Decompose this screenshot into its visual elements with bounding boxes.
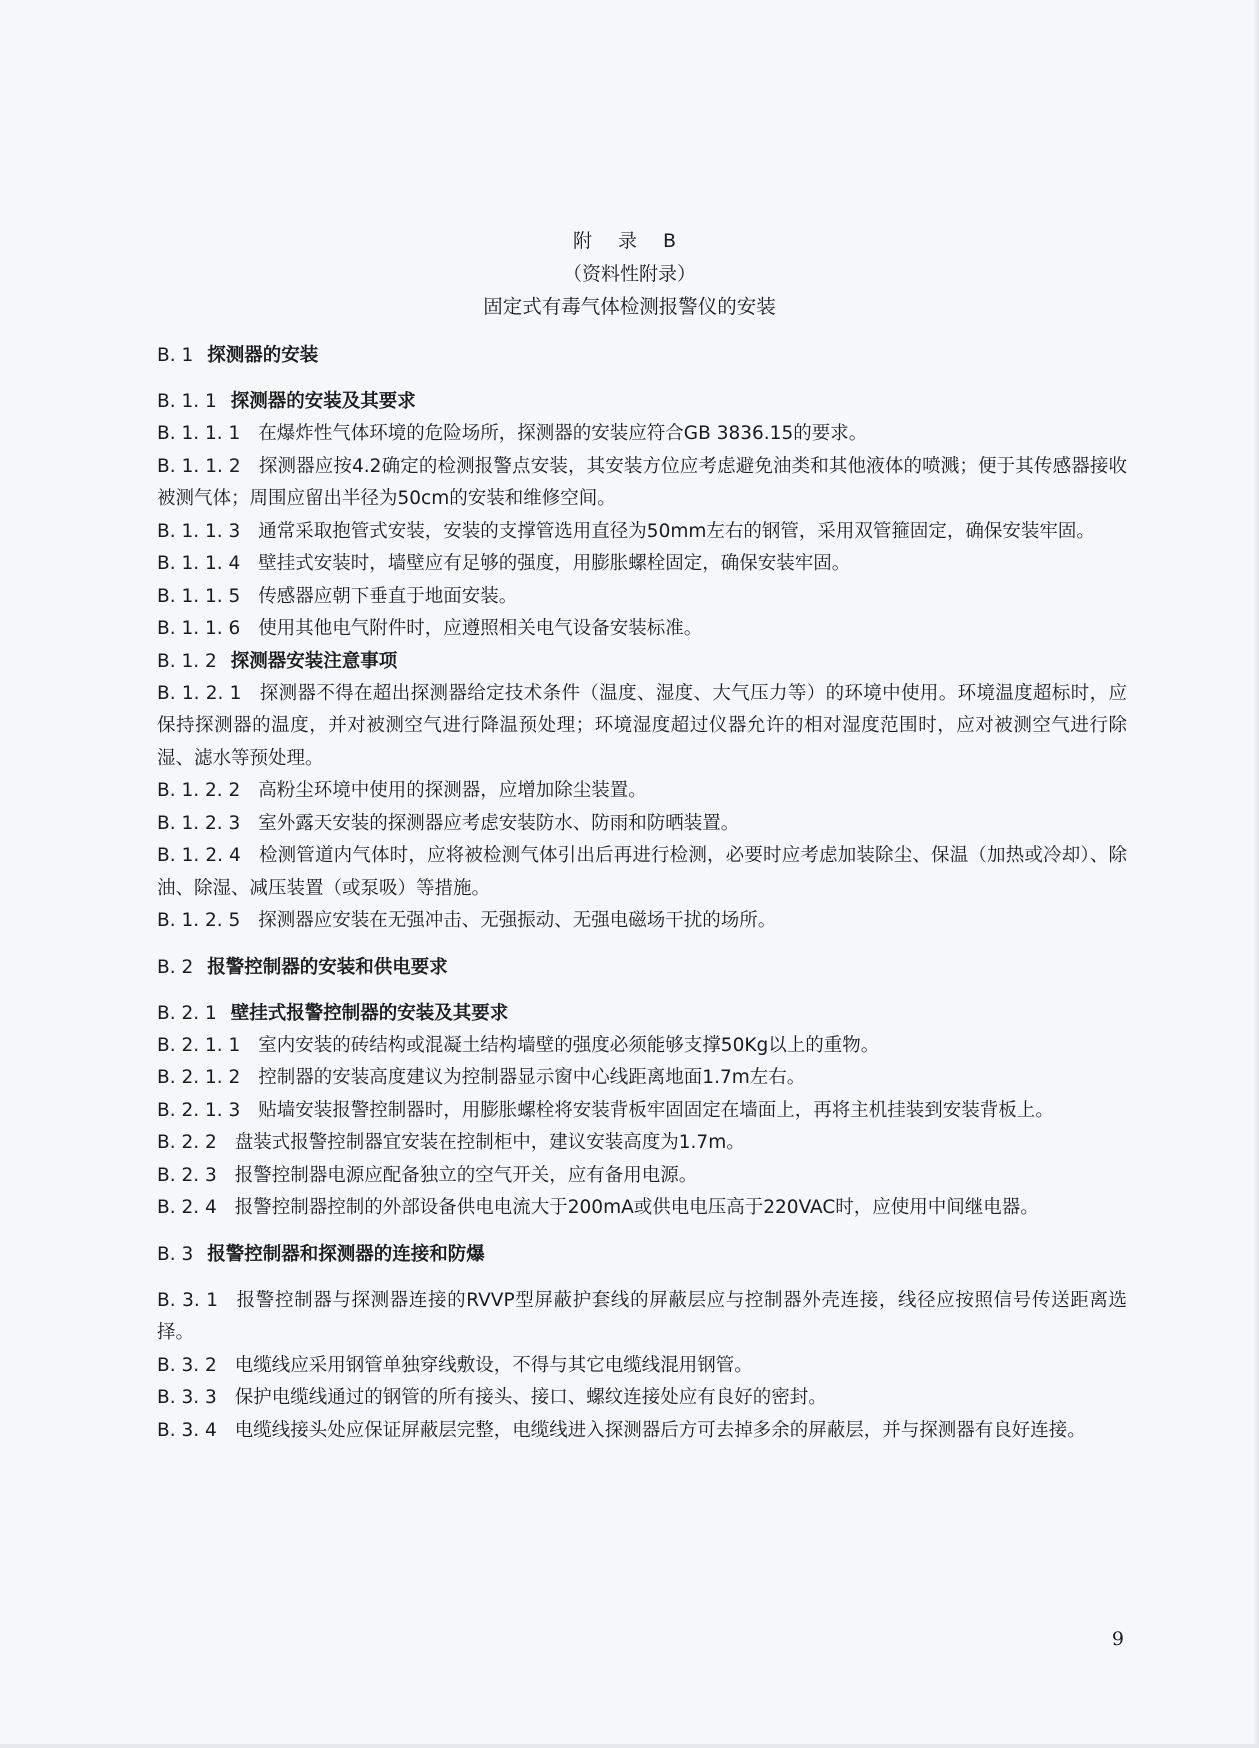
- clause: B. 1. 1. 3 通常采取抱管式安装，安装的支撑管选用直径为50mm左右的钢管，采用双管箍固定，确保安装牢固。: [157, 520, 1095, 542]
- clause: B. 2. 2 盘装式报警控制器宜安装在控制柜中，建议安装高度为1.7m。: [157, 1132, 745, 1153]
- clause: B. 2. 1. 2 控制器的安装高度建议为控制器显示窗中心线距离地面1.7m左右。: [157, 1067, 806, 1088]
- clause: B. 1. 1. 1 在爆炸性气体环境的危险场所，探测器的安装应符合GB 3836.15的要求。: [157, 423, 868, 444]
- clause: B. 2. 3 报警控制器电源应配备独立的空气开关，应有备用电源。: [157, 1164, 698, 1186]
- clause: B. 1. 2. 5 探测器应安装在无强冲击、无强振动、无强电磁场干扰的场所。: [157, 910, 777, 931]
- clause: B. 1. 1. 5 传感器应朝下垂直于地面安装。: [157, 585, 518, 607]
- page-number: 9: [1111, 1628, 1124, 1650]
- clause: B. 3. 4 电缆线接头处应保证屏蔽层完整，电缆线进入探测器后方可去掉多余的屏蔽层，并与探测器有良好连接。: [157, 1419, 1086, 1441]
- clause: B. 1. 1. 4 壁挂式安装时，墙壁应有足够的强度，用膨胀螺栓固定，确保安装牢固。: [157, 553, 851, 574]
- page-bottom-edge: [0, 1744, 1259, 1748]
- subsection-heading: B. 1. 1 探测器的安装及其要求: [157, 391, 416, 412]
- subsection-heading: B. 1. 2 探测器安装注意事项: [157, 650, 398, 672]
- annex-label: 附 录 B: [572, 230, 687, 252]
- clause: B. 1. 2. 1 探测器不得在超出探测器给定技术条件（温度、湿度、大气压力等）的环境中使用。环境温度超标时，应保持探测器的温度，并对被测空气进行降温预处理；环境湿度超过仪器允许的相对湿度范围时，应对被测空气进行除湿、滤水等预处理。: [157, 682, 1127, 769]
- clause: B. 1. 1. 2 探测器应按4.2确定的检测报警点安装，其安装方位应考虑避免油类和其他液体的喷溅；便于其传感器接收被测气体；周围应留出半径为50cm的安装和维修空间。: [157, 455, 1127, 509]
- clause: B. 1. 2. 3 室外露天安装的探测器应考虑安装防水、防雨和防晒装置。: [157, 812, 740, 834]
- clause: B. 2. 4 报警控制器控制的外部设备供电电流大于200mA或供电电压高于220VAC时，应使用中间继电器。: [157, 1197, 1039, 1218]
- clause: B. 2. 1. 3 贴墙安装报警控制器时，用膨胀螺栓将安装背板牢固固定在墙面上，再将主机挂装到安装背板上。: [157, 1099, 1054, 1121]
- subsection-heading: B. 2. 1 壁挂式报警控制器的安装及其要求: [157, 1002, 509, 1024]
- section-heading: B. 2 报警控制器的安装和供电要求: [157, 956, 448, 978]
- annex-title: 固定式有毒气体检测报警仪的安装: [483, 295, 776, 318]
- clause: B. 3. 2 电缆线应采用钢管单独穿线敷设，不得与其它电缆线混用钢管。: [157, 1354, 753, 1376]
- document-body: [157, 340, 1127, 1447]
- annex-type: （资料性附录）: [562, 263, 696, 285]
- clause: B. 1. 1. 6 使用其他电气附件时，应遵照相关电气设备安装标准。: [157, 618, 703, 639]
- clause: B. 3. 1 报警控制器与探测器连接的RVVP型屏蔽护套线的屏蔽层应与控制器外壳连接，线径应按照信号传送距离选择。: [157, 1289, 1127, 1343]
- clause: B. 2. 1. 1 室内安装的砖结构或混凝土结构墙壁的强度必须能够支撑50Kg以上的重物。: [157, 1034, 880, 1056]
- clause: B. 1. 2. 2 高粉尘环境中使用的探测器，应增加除尘装置。: [157, 780, 647, 801]
- section-heading: B. 3 报警控制器和探测器的连接和防爆: [157, 1243, 485, 1265]
- clause: B. 3. 3 保护电缆线通过的钢管的所有接头、接口、螺纹连接处应有良好的密封。: [157, 1387, 827, 1408]
- clause: B. 1. 2. 4 检测管道内气体时，应将被检测气体引出后再进行检测，必要时应考虑加装除尘、保温（加热或冷却）、除油、除湿、减压装置（或泵吸）等措施。: [157, 845, 1127, 899]
- section-heading: B. 1 探测器的安装: [157, 345, 319, 366]
